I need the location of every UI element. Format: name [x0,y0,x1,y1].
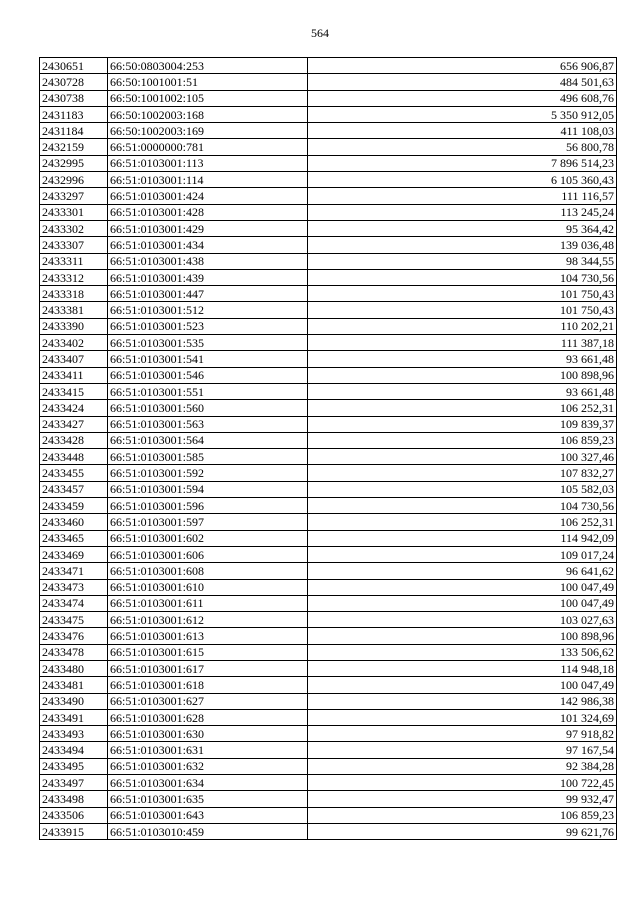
table-row [40,530,617,546]
table-row [40,465,617,481]
cadastral-number-cell: 66:51:0103001:602 [108,530,308,546]
record-id-cell: 2433474 [40,595,108,611]
value-cell: 106 252,31 [308,400,617,416]
cadastral-number-cell: 66:51:0103001:512 [108,302,308,318]
value-cell: 114 942,09 [308,530,617,546]
table-row [40,400,617,416]
cadastral-number-cell: 66:51:0103001:546 [108,367,308,383]
record-id-cell: 2433448 [40,449,108,465]
table-row [40,318,617,334]
cadastral-number-cell: 66:51:0103001:596 [108,498,308,514]
record-id-cell: 2433915 [40,823,108,839]
cadastral-number-cell: 66:51:0103001:447 [108,286,308,302]
value-cell: 98 344,55 [308,253,617,269]
table-row [40,726,617,742]
cadastral-number-cell: 66:50:1001002:105 [108,90,308,106]
record-id-cell: 2433481 [40,677,108,693]
table-row [40,693,617,709]
table-row [40,302,617,318]
table-row [40,709,617,725]
value-cell: 104 730,56 [308,498,617,514]
cadastral-number-cell: 66:51:0103001:630 [108,726,308,742]
cadastral-number-cell: 66:50:1002003:169 [108,123,308,139]
value-cell: 109 839,37 [308,416,617,432]
cadastral-number-cell: 66:51:0103001:597 [108,514,308,530]
value-cell: 99 932,47 [308,791,617,807]
value-cell: 113 245,24 [308,204,617,220]
cadastral-number-cell: 66:51:0103001:592 [108,465,308,481]
value-cell: 100 047,49 [308,579,617,595]
record-id-cell: 2433493 [40,726,108,742]
value-cell: 100 722,45 [308,775,617,791]
cadastral-number-cell: 66:51:0103001:618 [108,677,308,693]
value-cell: 93 661,48 [308,383,617,399]
record-id-cell: 2433411 [40,367,108,383]
record-id-cell: 2433318 [40,286,108,302]
record-id-cell: 2432996 [40,172,108,188]
cadastral-number-cell: 66:51:0103001:551 [108,383,308,399]
table-body [40,58,617,840]
record-id-cell: 2433424 [40,400,108,416]
record-id-cell: 2433480 [40,660,108,676]
table-row [40,139,617,155]
value-cell: 100 898,96 [308,628,617,644]
table-row [40,546,617,562]
value-cell: 111 116,57 [308,188,617,204]
value-cell: 93 661,48 [308,351,617,367]
cadastral-number-cell: 66:50:1001001:51 [108,74,308,90]
record-id-cell: 2433490 [40,693,108,709]
value-cell: 484 501,63 [308,74,617,90]
table-row [40,220,617,236]
table-row [40,74,617,90]
table-row [40,807,617,823]
record-id-cell: 2433427 [40,416,108,432]
record-id-cell: 2432995 [40,155,108,171]
record-id-cell: 2433476 [40,628,108,644]
value-cell: 142 986,38 [308,693,617,709]
cadastral-number-cell: 66:50:0803004:253 [108,58,308,74]
cadastral-number-cell: 66:51:0103001:428 [108,204,308,220]
cadastral-number-cell: 66:51:0103001:541 [108,351,308,367]
record-id-cell: 2433460 [40,514,108,530]
table-row [40,481,617,497]
value-cell: 6 105 360,43 [308,172,617,188]
value-cell: 106 859,23 [308,807,617,823]
value-cell: 97 918,82 [308,726,617,742]
value-cell: 7 896 514,23 [308,155,617,171]
cadastral-number-cell: 66:51:0103001:628 [108,709,308,725]
cadastral-number-cell: 66:51:0103001:113 [108,155,308,171]
table-row [40,563,617,579]
cadastral-number-cell: 66:51:0103001:438 [108,253,308,269]
value-cell: 109 017,24 [308,546,617,562]
table-row [40,514,617,530]
value-cell: 101 324,69 [308,709,617,725]
record-id-cell: 2433506 [40,807,108,823]
value-cell: 103 027,63 [308,612,617,628]
value-cell: 104 730,56 [308,269,617,285]
record-id-cell: 2433471 [40,563,108,579]
cadastral-number-cell: 66:51:0103001:114 [108,172,308,188]
table-row [40,823,617,839]
value-cell: 101 750,43 [308,286,617,302]
table-row [40,204,617,220]
table-row [40,416,617,432]
cadastral-number-cell: 66:51:0103001:613 [108,628,308,644]
value-cell: 107 832,27 [308,465,617,481]
cadastral-number-cell: 66:51:0103001:631 [108,742,308,758]
value-cell: 99 621,76 [308,823,617,839]
value-cell: 100 898,96 [308,367,617,383]
table-row [40,644,617,660]
table-row [40,237,617,253]
table-row [40,628,617,644]
value-cell: 95 364,42 [308,220,617,236]
record-id-cell: 2433491 [40,709,108,725]
record-id-cell: 2433407 [40,351,108,367]
record-id-cell: 2433465 [40,530,108,546]
cadastral-number-cell: 66:51:0103001:643 [108,807,308,823]
table-row [40,351,617,367]
cadastral-number-cell: 66:51:0103001:535 [108,335,308,351]
record-id-cell: 2433498 [40,791,108,807]
table-row [40,123,617,139]
value-cell: 106 252,31 [308,514,617,530]
table-row [40,595,617,611]
value-cell: 97 167,54 [308,742,617,758]
value-cell: 100 327,46 [308,449,617,465]
table-row [40,335,617,351]
record-id-cell: 2433390 [40,318,108,334]
cadastral-number-cell: 66:51:0103001:434 [108,237,308,253]
data-table [39,57,617,840]
cadastral-number-cell: 66:51:0103001:610 [108,579,308,595]
table-row [40,449,617,465]
cadastral-number-cell: 66:51:0103010:459 [108,823,308,839]
value-cell: 105 582,03 [308,481,617,497]
record-id-cell: 2433495 [40,758,108,774]
cadastral-number-cell: 66:51:0103001:606 [108,546,308,562]
record-id-cell: 2433455 [40,465,108,481]
cadastral-number-cell: 66:51:0103001:627 [108,693,308,709]
table-row [40,432,617,448]
value-cell: 111 387,18 [308,335,617,351]
value-cell: 496 608,76 [308,90,617,106]
value-cell: 139 036,48 [308,237,617,253]
cadastral-number-cell: 66:50:1002003:168 [108,106,308,122]
table-row [40,383,617,399]
record-id-cell: 2433428 [40,432,108,448]
table-row [40,791,617,807]
cadastral-number-cell: 66:51:0103001:424 [108,188,308,204]
cadastral-number-cell: 66:51:0103001:560 [108,400,308,416]
record-id-cell: 2433475 [40,612,108,628]
cadastral-number-cell: 66:51:0000000:781 [108,139,308,155]
cadastral-number-cell: 66:51:0103001:632 [108,758,308,774]
value-cell: 96 641,62 [308,563,617,579]
value-cell: 100 047,49 [308,595,617,611]
table-row [40,253,617,269]
record-id-cell: 2433311 [40,253,108,269]
record-id-cell: 2433302 [40,220,108,236]
value-cell: 92 384,28 [308,758,617,774]
cadastral-number-cell: 66:51:0103001:564 [108,432,308,448]
table-row [40,286,617,302]
cadastral-number-cell: 66:51:0103001:429 [108,220,308,236]
record-id-cell: 2432159 [40,139,108,155]
table-row [40,367,617,383]
value-cell: 114 948,18 [308,660,617,676]
value-cell: 411 108,03 [308,123,617,139]
cadastral-number-cell: 66:51:0103001:608 [108,563,308,579]
table-row [40,612,617,628]
cadastral-number-cell: 66:51:0103001:439 [108,269,308,285]
table-row [40,498,617,514]
value-cell: 101 750,43 [308,302,617,318]
record-id-cell: 2433402 [40,335,108,351]
record-id-cell: 2433457 [40,481,108,497]
record-id-cell: 2433301 [40,204,108,220]
cadastral-number-cell: 66:51:0103001:563 [108,416,308,432]
value-cell: 100 047,49 [308,677,617,693]
table-row [40,58,617,74]
value-cell: 106 859,23 [308,432,617,448]
record-id-cell: 2430651 [40,58,108,74]
record-id-cell: 2433478 [40,644,108,660]
cadastral-number-cell: 66:51:0103001:612 [108,612,308,628]
value-cell: 133 506,62 [308,644,617,660]
cadastral-number-cell: 66:51:0103001:634 [108,775,308,791]
cadastral-number-cell: 66:51:0103001:617 [108,660,308,676]
record-id-cell: 2431184 [40,123,108,139]
table-row [40,758,617,774]
value-cell: 56 800,78 [308,139,617,155]
table-row [40,742,617,758]
table-row [40,155,617,171]
record-id-cell: 2433312 [40,269,108,285]
cadastral-number-cell: 66:51:0103001:635 [108,791,308,807]
record-id-cell: 2433297 [40,188,108,204]
table-row [40,579,617,595]
value-cell: 110 202,21 [308,318,617,334]
table-row [40,188,617,204]
table-row [40,660,617,676]
record-id-cell: 2433494 [40,742,108,758]
page-number: 564 [311,26,329,40]
record-id-cell: 2430728 [40,74,108,90]
table-row [40,775,617,791]
record-id-cell: 2430738 [40,90,108,106]
record-id-cell: 2433469 [40,546,108,562]
record-id-cell: 2433415 [40,383,108,399]
record-id-cell: 2433381 [40,302,108,318]
cadastral-number-cell: 66:51:0103001:523 [108,318,308,334]
table-row [40,106,617,122]
record-id-cell: 2433473 [40,579,108,595]
record-id-cell: 2433497 [40,775,108,791]
record-id-cell: 2433459 [40,498,108,514]
record-id-cell: 2433307 [40,237,108,253]
table-row [40,269,617,285]
cadastral-number-cell: 66:51:0103001:615 [108,644,308,660]
value-cell: 5 350 912,05 [308,106,617,122]
cadastral-number-cell: 66:51:0103001:611 [108,595,308,611]
table-row [40,172,617,188]
value-cell: 656 906,87 [308,58,617,74]
cadastral-number-cell: 66:51:0103001:594 [108,481,308,497]
record-id-cell: 2431183 [40,106,108,122]
table-row [40,677,617,693]
cadastral-number-cell: 66:51:0103001:585 [108,449,308,465]
table-row [40,90,617,106]
